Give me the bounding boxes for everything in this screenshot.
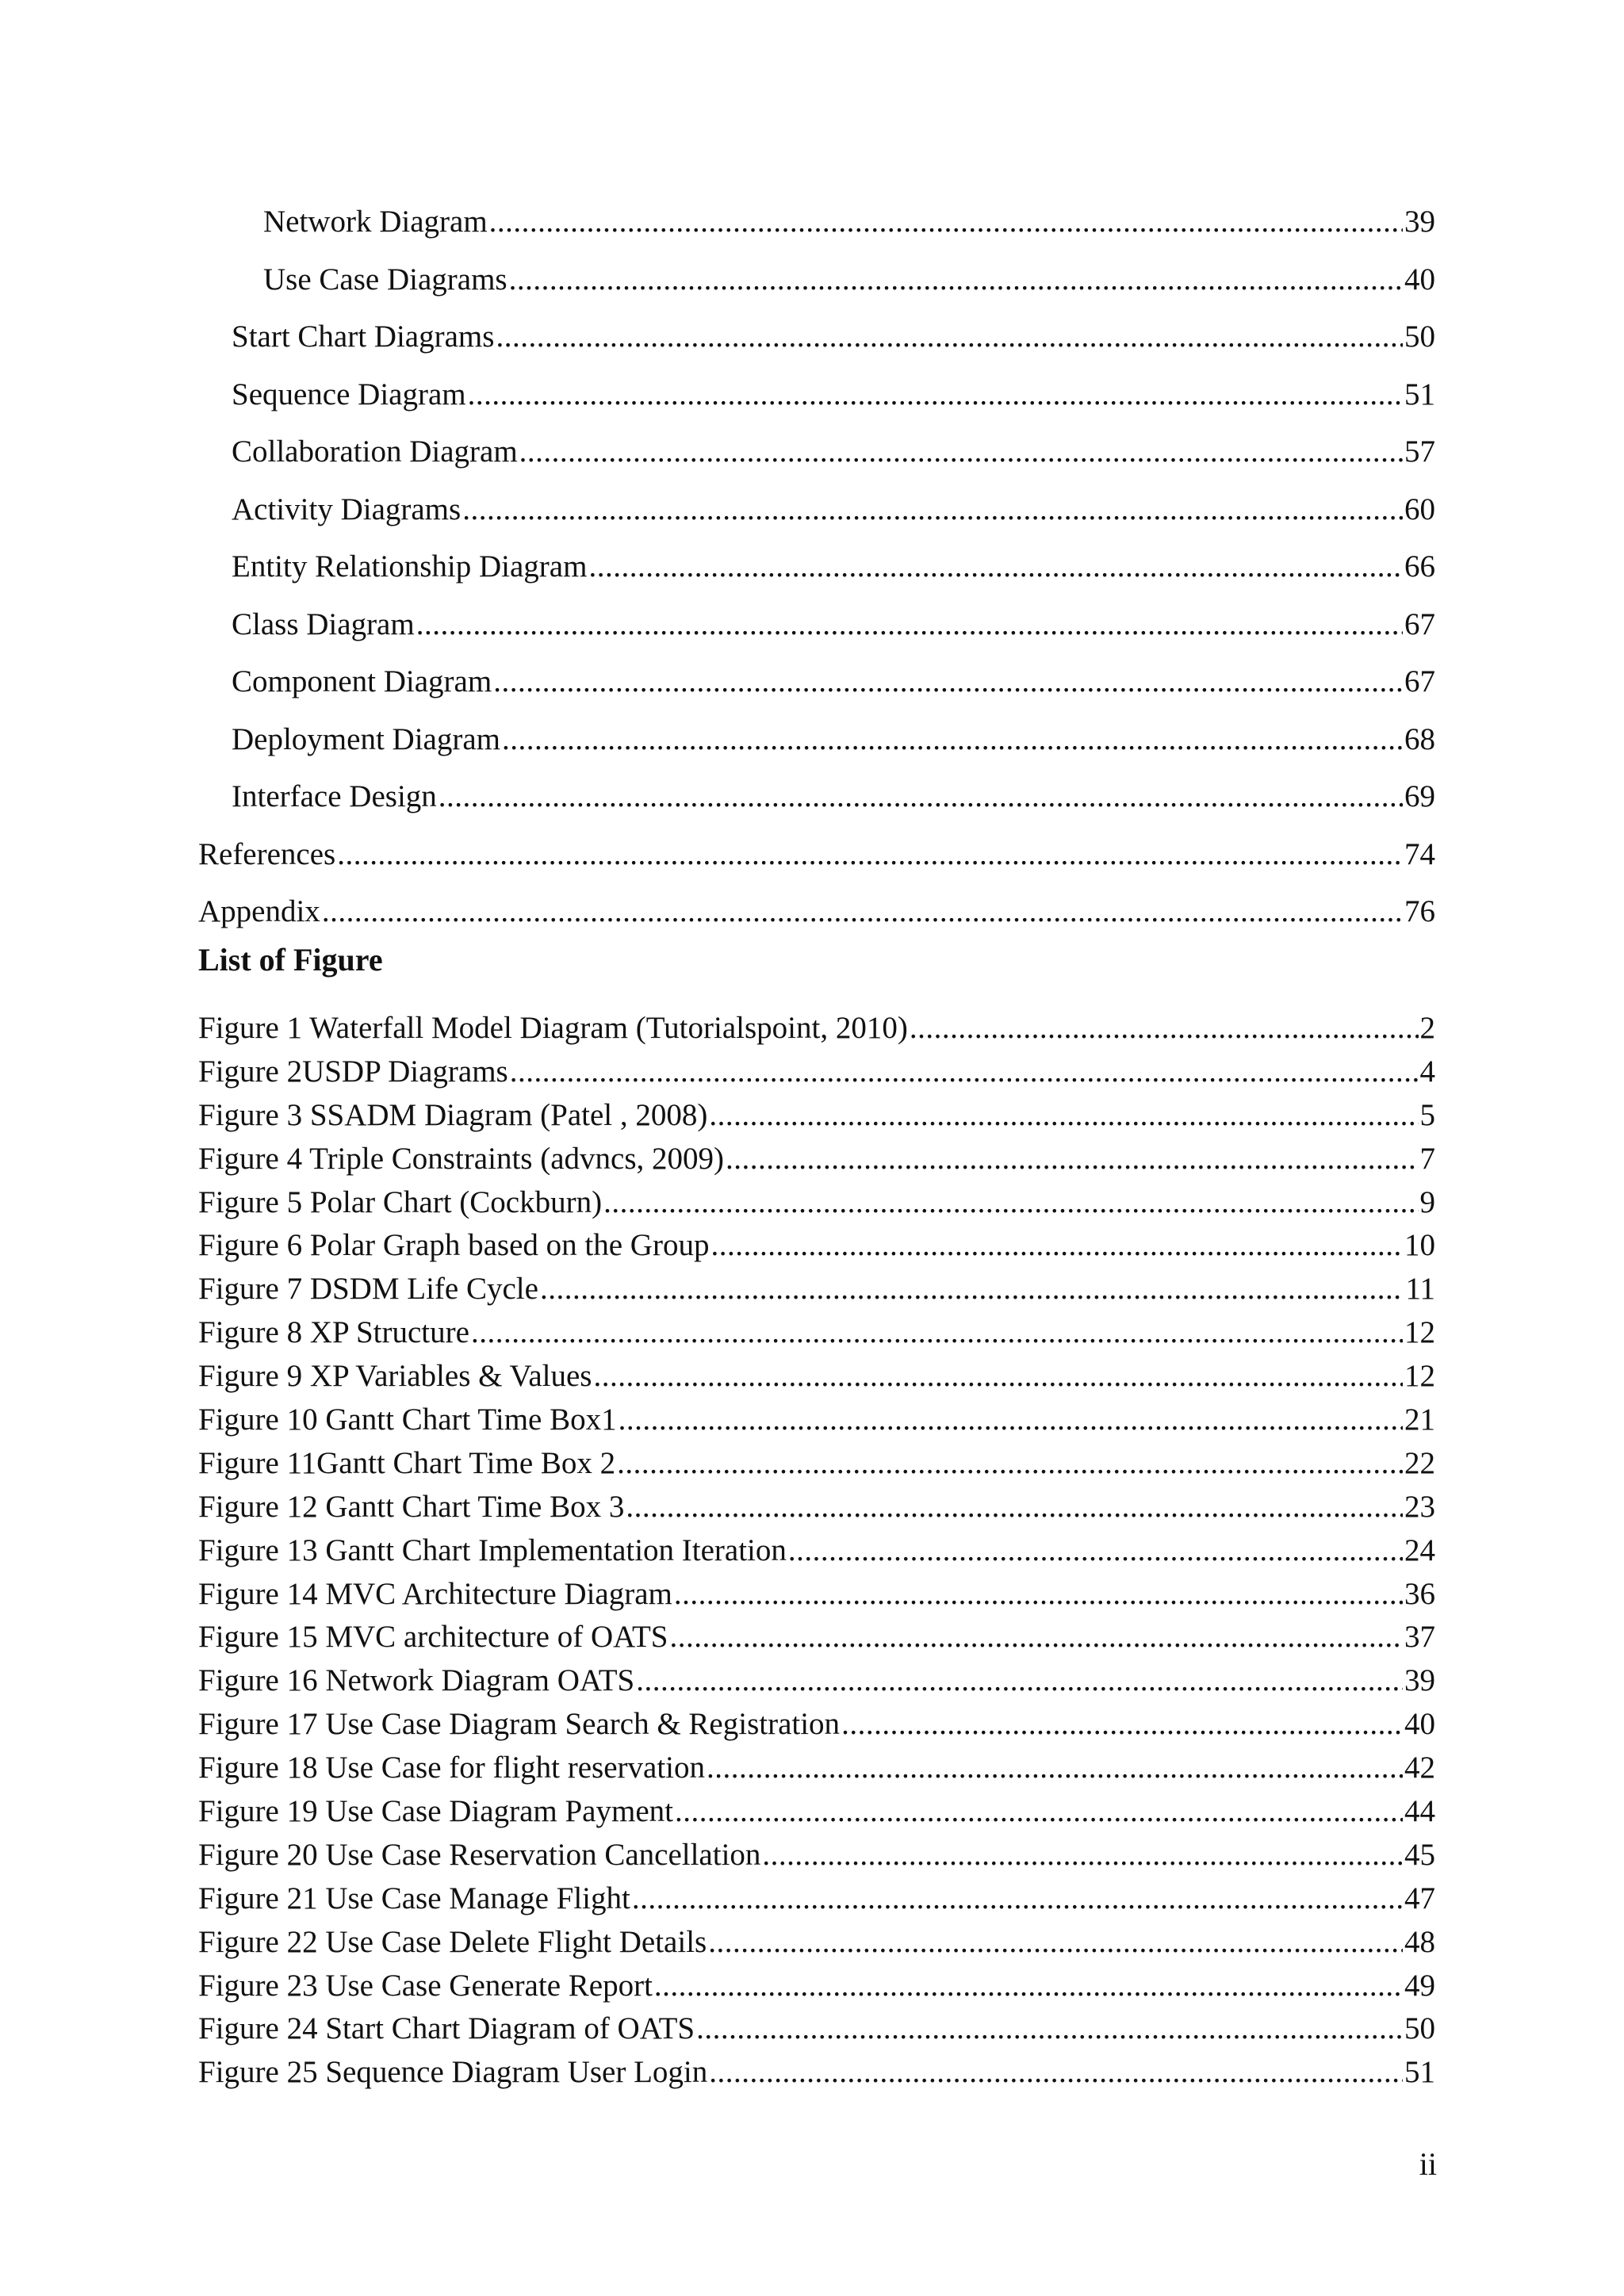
figure-entry-page-number: 9 [1419, 1184, 1435, 1219]
dot-leader [654, 1965, 1403, 2008]
figure-entry-title: Figure 14 MVC Architecture Diagram [198, 1576, 672, 1611]
dot-leader [510, 1050, 1419, 1094]
toc-entry[interactable] [198, 653, 1435, 711]
toc-entry[interactable] [198, 883, 1435, 941]
dot-leader [910, 1007, 1419, 1050]
dot-leader [471, 1311, 1403, 1355]
figure-entry[interactable] [198, 1616, 1435, 1659]
figure-entry-title: Figure 17 Use Case Diagram Search & Registration [198, 1707, 841, 1742]
dot-leader [636, 1659, 1403, 1703]
figure-entry[interactable] [198, 1181, 1435, 1225]
figure-entry-page-number: 10 [1404, 1228, 1435, 1263]
toc-entry[interactable] [198, 251, 1435, 309]
figure-entry[interactable] [198, 1659, 1435, 1703]
toc-entry-page-number: 51 [1404, 377, 1435, 411]
figure-entry-title: Figure 23 Use Case Generate Report [198, 1968, 653, 2003]
figure-entry[interactable] [198, 1834, 1435, 1877]
figure-entry[interactable] [198, 1311, 1435, 1355]
figure-entry-title: Figure 22 Use Case Delete Flight Details [198, 1924, 707, 1959]
toc-entry-title: Interface Design [232, 779, 437, 813]
figure-entry-page-number: 2 [1419, 1011, 1435, 1045]
toc-entry[interactable] [198, 308, 1435, 366]
figure-entry[interactable] [198, 1790, 1435, 1834]
figure-entry-page-number: 11 [1405, 1272, 1435, 1307]
toc-entry-page-number: 69 [1404, 779, 1435, 813]
table-of-contents [198, 193, 1435, 941]
dot-leader [674, 1573, 1403, 1617]
toc-entry-title: Sequence Diagram [232, 377, 466, 411]
dot-leader [509, 251, 1403, 309]
figure-entry[interactable] [198, 1442, 1435, 1486]
figure-entry-title: Figure 10 Gantt Chart Time Box1 [198, 1402, 617, 1437]
dot-leader [468, 366, 1403, 424]
toc-entry-page-number: 67 [1404, 664, 1435, 698]
dot-leader [489, 193, 1403, 251]
dot-leader [502, 711, 1403, 769]
figure-entry-page-number: 40 [1404, 1707, 1435, 1742]
toc-entry-page-number: 39 [1404, 205, 1435, 239]
dot-leader [588, 538, 1403, 596]
dot-leader [632, 1877, 1403, 1921]
figure-entry-title: Figure 13 Gantt Chart Implementation Iteration [198, 1533, 787, 1567]
figure-entry[interactable] [198, 1007, 1435, 1050]
dot-leader [709, 2051, 1403, 2095]
figure-entry[interactable] [198, 1965, 1435, 2008]
figure-entry-page-number: 12 [1404, 1359, 1435, 1394]
page-number: ii [1419, 2146, 1437, 2182]
figure-entry-title: Figure 16 Network Diagram OATS [198, 1663, 635, 1698]
dot-leader [594, 1355, 1404, 1399]
toc-entry-page-number: 50 [1404, 320, 1435, 354]
figure-entry[interactable] [198, 1747, 1435, 1790]
toc-entry-page-number: 67 [1404, 607, 1435, 641]
toc-entry-title: Entity Relationship Diagram [232, 549, 588, 584]
toc-entry[interactable] [198, 768, 1435, 826]
figure-entry-page-number: 21 [1404, 1402, 1435, 1437]
dot-leader [496, 308, 1403, 366]
toc-entry-title: Activity Diagrams [232, 492, 462, 526]
figure-entry[interactable] [198, 1573, 1435, 1617]
figure-entry-page-number: 22 [1404, 1445, 1435, 1480]
toc-entry[interactable] [198, 366, 1435, 424]
figure-entry-title: Figure 3 SSADM Diagram (Patel , 2008) [198, 1097, 708, 1132]
figure-entry-page-number: 44 [1404, 1794, 1435, 1829]
toc-entry-page-number: 60 [1404, 492, 1435, 526]
dot-leader [337, 826, 1403, 884]
figure-entry[interactable] [198, 1529, 1435, 1573]
figure-entry-page-number: 51 [1404, 2055, 1435, 2090]
dot-leader [322, 883, 1403, 941]
figure-entry-page-number: 23 [1404, 1489, 1435, 1524]
toc-entry-page-number: 66 [1404, 549, 1435, 584]
dot-leader [762, 1834, 1403, 1877]
figure-entry-page-number: 47 [1404, 1881, 1435, 1915]
dot-leader [675, 1790, 1403, 1834]
toc-entry-title: Use Case Diagrams [263, 262, 508, 297]
figure-entry-title: Figure 20 Use Case Reservation Cancellation [198, 1837, 761, 1872]
toc-entry-title: Appendix [198, 894, 320, 928]
dot-leader [696, 2007, 1403, 2051]
dot-leader [709, 1094, 1418, 1138]
toc-entry[interactable] [198, 596, 1435, 654]
toc-entry[interactable] [198, 193, 1435, 251]
figure-entry[interactable] [198, 1138, 1435, 1181]
toc-entry-page-number: 40 [1404, 262, 1435, 297]
figure-entry-page-number: 24 [1404, 1533, 1435, 1567]
figure-entry-title: Figure 6 Polar Graph based on the Group [198, 1228, 710, 1263]
figure-entry[interactable] [198, 1921, 1435, 1965]
figure-entry-title: Figure 19 Use Case Diagram Payment [198, 1794, 673, 1829]
list-of-figure-heading: List of Figure [198, 942, 383, 978]
figure-entry-title: Figure 2USDP Diagrams [198, 1054, 508, 1089]
figure-entry-title: Figure 5 Polar Chart (Cockburn) [198, 1184, 603, 1219]
dot-leader [540, 1268, 1404, 1311]
figure-entry-page-number: 48 [1404, 1924, 1435, 1959]
dot-leader [462, 481, 1403, 539]
dot-leader [519, 423, 1403, 481]
figure-entry-title: Figure 1 Waterfall Model Diagram (Tutorialspoint, 2010) [198, 1011, 908, 1045]
figure-entry-page-number: 36 [1404, 1576, 1435, 1611]
figure-entry-page-number: 42 [1404, 1751, 1435, 1785]
figure-entry[interactable] [198, 1355, 1435, 1399]
figure-entry[interactable] [198, 1050, 1435, 1094]
dot-leader [841, 1703, 1403, 1747]
toc-entry-page-number: 74 [1404, 836, 1435, 871]
dot-leader [788, 1529, 1403, 1573]
figure-entry[interactable] [198, 1703, 1435, 1747]
dot-leader [669, 1616, 1403, 1659]
figure-entry[interactable] [198, 1399, 1435, 1442]
dot-leader [707, 1747, 1403, 1790]
figure-entry[interactable] [198, 2051, 1435, 2095]
toc-entry-title: Start Chart Diagrams [232, 320, 495, 354]
toc-entry-page-number: 76 [1404, 894, 1435, 928]
toc-entry-title: Deployment Diagram [232, 721, 500, 756]
toc-entry[interactable] [198, 538, 1435, 596]
figure-entry[interactable] [198, 1094, 1435, 1138]
figure-entry-page-number: 50 [1404, 2011, 1435, 2046]
toc-entry-title: Class Diagram [232, 607, 415, 641]
figure-entry-title: Figure 12 Gantt Chart Time Box 3 [198, 1489, 625, 1524]
dot-leader [416, 596, 1403, 654]
toc-entry[interactable] [198, 711, 1435, 769]
figure-entry[interactable] [198, 1268, 1435, 1311]
toc-entry-title: Network Diagram [263, 205, 488, 239]
dot-leader [439, 768, 1403, 826]
dot-leader [708, 1921, 1403, 1965]
figure-entry-title: Figure 15 MVC architecture of OATS [198, 1620, 668, 1655]
toc-entry[interactable] [198, 423, 1435, 481]
figure-entry-page-number: 49 [1404, 1968, 1435, 2003]
figure-entry-page-number: 37 [1404, 1620, 1435, 1655]
toc-entry[interactable] [198, 826, 1435, 884]
toc-entry-title: Collaboration Diagram [232, 434, 518, 469]
figure-entry-page-number: 7 [1419, 1141, 1435, 1176]
toc-entry-title: Component Diagram [232, 664, 492, 698]
dot-leader [619, 1399, 1403, 1442]
figure-entry-title: Figure 11Gantt Chart Time Box 2 [198, 1445, 616, 1480]
figure-entry-title: Figure 24 Start Chart Diagram of OATS [198, 2011, 695, 2046]
dot-leader [617, 1442, 1403, 1486]
figure-entry[interactable] [198, 2007, 1435, 2051]
figure-entry-page-number: 5 [1419, 1097, 1435, 1132]
dot-leader [710, 1224, 1403, 1268]
list-of-figures [198, 1007, 1435, 2095]
dot-leader [493, 653, 1403, 711]
toc-entry[interactable] [198, 481, 1435, 539]
figure-entry[interactable] [198, 1486, 1435, 1529]
figure-entry[interactable] [198, 1224, 1435, 1268]
toc-entry-page-number: 68 [1404, 721, 1435, 756]
figure-entry-page-number: 12 [1404, 1315, 1435, 1350]
figure-entry-page-number: 4 [1419, 1054, 1435, 1089]
figure-entry-title: Figure 9 XP Variables & Values [198, 1359, 592, 1394]
figure-entry-page-number: 45 [1404, 1837, 1435, 1872]
toc-entry-title: References [198, 836, 336, 871]
figure-entry-title: Figure 4 Triple Constraints (advncs, 2009) [198, 1141, 724, 1176]
figure-entry-title: Figure 7 DSDM Life Cycle [198, 1272, 538, 1307]
dot-leader [726, 1138, 1419, 1181]
figure-entry-title: Figure 8 XP Structure [198, 1315, 469, 1350]
figure-entry-title: Figure 21 Use Case Manage Flight [198, 1881, 630, 1915]
figure-entry-title: Figure 25 Sequence Diagram User Login [198, 2055, 708, 2090]
dot-leader [626, 1486, 1403, 1529]
figure-entry-title: Figure 18 Use Case for flight reservation [198, 1751, 706, 1785]
toc-entry-page-number: 57 [1404, 434, 1435, 469]
figure-entry[interactable] [198, 1877, 1435, 1921]
figure-entry-page-number: 39 [1404, 1663, 1435, 1698]
dot-leader [603, 1181, 1418, 1225]
